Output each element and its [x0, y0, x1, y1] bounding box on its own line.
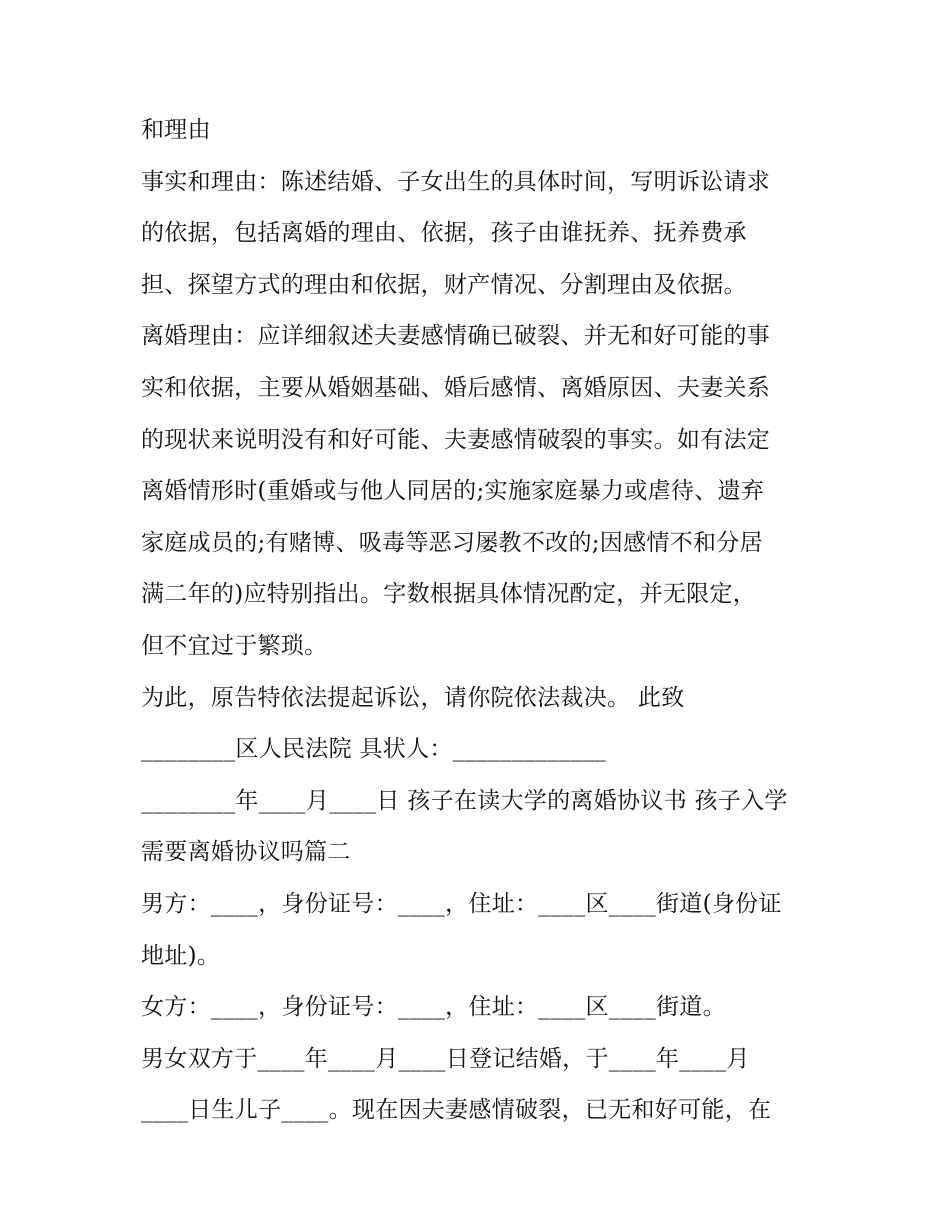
document-body — [141, 105, 831, 1137]
text-line: 女方：____，身份证号：____，住址：____区____街道。 — [141, 994, 726, 1021]
text-line: 事实和理由：陈述结婚、子女出生的具体时间，写明诉讼请求 — [141, 168, 771, 195]
text-line: 男方：____，身份证号：____，住址：____区____街道(身份证 — [141, 890, 782, 917]
text-line: 和理由 — [141, 117, 211, 143]
text-line: 离婚情形时(重婚或与他人同居的;实施家庭暴力或虐待、遗弃 — [141, 478, 765, 505]
text-line: 实和依据，主要从婚姻基础、婚后感情、离婚原因、夫妻关系 — [141, 374, 771, 401]
text-line: 地址)。 — [141, 942, 221, 969]
text-line: 担、探望方式的理由和依据，财产情况、分割理由及依据。 — [141, 271, 747, 298]
text-line: 男女双方于____年____月____日登记结婚，于____年____月 — [141, 1045, 750, 1072]
text-line: 离婚理由：应详细叙述夫妻感情确已破裂、并无和好可能的事 — [141, 323, 771, 350]
text-line: 需要离婚协议吗篇二 — [141, 839, 351, 866]
text-line: 但不宜过于繁琐。 — [141, 632, 328, 659]
text-line: ____日生儿子____。现在因夫妻感情破裂，已无和好可能，在 — [141, 1097, 772, 1124]
text-line: ________年____月____日 孩子在读大学的离婚协议书 孩子入学 — [141, 787, 788, 814]
text-line: 为此，原告特依法提起诉讼，请你院依法裁决。 此致 — [141, 684, 685, 711]
text-line: 满二年的)应特别指出。字数根据具体情况酌定，并无限定， — [141, 581, 757, 608]
text-line: ________区人民法院 具状人：_____________ — [141, 736, 607, 763]
text-line: 的依据，包括离婚的理由、依据，孩子由谁抚养、抚养费承 — [141, 220, 747, 247]
text-line: 的现状来说明没有和好可能、夫妻感情破裂的事实。如有法定 — [141, 426, 771, 453]
text-line: 家庭成员的;有赌博、吸毒等恶习屡教不改的;因感情不和分居 — [141, 529, 763, 556]
